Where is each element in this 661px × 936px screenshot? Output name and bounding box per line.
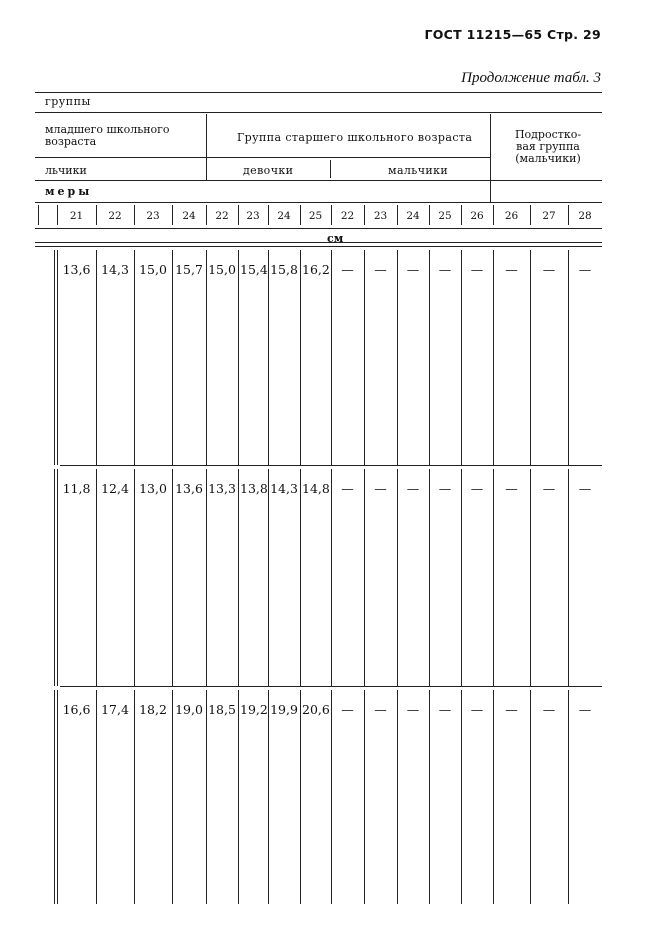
column-number: 22 [340, 210, 355, 222]
cell-divider [57, 690, 58, 904]
header-boys-young: льчики [45, 164, 87, 177]
column-number-separator [38, 205, 39, 225]
table-cell: — [438, 481, 452, 496]
rule-groups [35, 112, 602, 113]
header-boys: мальчики [388, 164, 449, 177]
column-number: 24 [182, 210, 196, 222]
column-number: 23 [373, 210, 388, 222]
cell-divider [397, 690, 398, 904]
cell-divider [96, 250, 97, 465]
row-left-border [54, 690, 55, 904]
table-cell: 16,6 [62, 702, 91, 717]
table-continuation-label: Продолжение табл. 3 [461, 70, 601, 86]
cell-divider [96, 469, 97, 686]
table-cell: — [374, 702, 387, 717]
row-left-border [54, 469, 55, 686]
table-cell: 12,4 [101, 481, 129, 496]
table-cell: 13,0 [139, 481, 167, 496]
cell-divider [331, 469, 332, 686]
column-number: 24 [406, 210, 420, 222]
table-cell: 18,2 [139, 702, 167, 717]
table-cell: — [470, 481, 484, 496]
rule-gender [35, 180, 602, 181]
table-cell: — [374, 481, 387, 496]
cell-divider [530, 690, 531, 904]
header-teen-group: Подростко- вая группа (мальчики) [514, 128, 582, 165]
cell-divider [300, 690, 301, 904]
cell-divider [397, 469, 398, 686]
page-header: ГОСТ 11215—65 Стр. 29 [424, 27, 601, 42]
table-cell: — [406, 702, 420, 717]
table-cell: 19,9 [270, 702, 298, 717]
cell-divider [268, 250, 269, 465]
rule-age [35, 157, 490, 158]
cell-divider [364, 690, 365, 904]
column-number-separator [268, 205, 269, 225]
column-number-separator [397, 205, 398, 225]
column-number-separator [134, 205, 135, 225]
column-number: 27 [542, 210, 556, 222]
column-number-separator [493, 205, 494, 225]
cell-divider [364, 250, 365, 465]
row-left-border [54, 250, 55, 465]
cell-divider [300, 469, 301, 686]
table-cell: 15,8 [270, 262, 298, 277]
cell-divider [206, 250, 207, 465]
column-number: 28 [578, 210, 592, 222]
column-number-separator [96, 205, 97, 225]
table-cell: 13,8 [240, 481, 268, 496]
table-cell: 13,6 [62, 262, 91, 277]
table-cell: 14,3 [101, 262, 129, 277]
cell-divider [429, 250, 430, 465]
column-number-separator [461, 205, 462, 225]
table-cell: — [505, 481, 518, 496]
cell-divider [238, 250, 239, 465]
cell-divider [134, 469, 135, 686]
cell-divider [300, 250, 301, 465]
cell-divider [530, 469, 531, 686]
table-cell: — [470, 702, 484, 717]
column-number: 22 [215, 210, 229, 222]
header-groups: группы [45, 95, 91, 108]
table-cell: 11,8 [62, 481, 91, 496]
cell-divider [331, 690, 332, 904]
cell-divider [568, 469, 569, 686]
cell-divider [568, 690, 569, 904]
cell-divider [172, 469, 173, 686]
table-cell: — [578, 262, 592, 277]
cell-divider [530, 250, 531, 465]
column-number: 22 [108, 210, 122, 222]
table-cell: — [470, 262, 484, 277]
rule-unit-bottom [35, 246, 602, 247]
column-number-separator [57, 205, 58, 225]
table-cell: — [438, 702, 452, 717]
header-measures: меры [45, 185, 93, 198]
cell-divider [238, 690, 239, 904]
column-number: 26 [470, 210, 484, 222]
cell-divider [172, 690, 173, 904]
cell-divider [134, 250, 135, 465]
cell-divider [134, 690, 135, 904]
table-cell: 14,8 [302, 481, 330, 496]
table-cell: — [505, 262, 518, 277]
table-cell: 15,7 [175, 262, 203, 277]
cell-divider [493, 469, 494, 686]
column-number: 25 [438, 210, 452, 222]
cell-divider [238, 469, 239, 686]
hdr-divider-girls-boys [330, 160, 331, 178]
cell-divider [268, 690, 269, 904]
cell-divider [493, 690, 494, 904]
table-cell: — [374, 262, 387, 277]
cell-divider [397, 250, 398, 465]
cell-divider [268, 469, 269, 686]
table-cell: — [542, 702, 556, 717]
cell-divider [96, 690, 97, 904]
header-girls: девочки [243, 164, 294, 177]
cell-divider [429, 469, 430, 686]
table-cell: 17,4 [101, 702, 129, 717]
column-number: 26 [504, 210, 519, 222]
header-senior-school-age: Группа старшего школьного возраста [237, 131, 473, 144]
column-number-separator [364, 205, 365, 225]
cell-divider [57, 250, 58, 465]
unit-label: см [327, 232, 344, 245]
table-cell: — [542, 481, 556, 496]
column-number: 21 [69, 210, 84, 222]
table-cell: — [505, 702, 518, 717]
rule-unit-top [35, 242, 602, 243]
table-cell: 15,0 [139, 262, 167, 277]
column-number: 23 [146, 210, 160, 222]
rule-top [35, 92, 602, 93]
table-cell: 13,6 [175, 481, 203, 496]
cell-divider [206, 690, 207, 904]
table-cell: — [406, 481, 420, 496]
table-cell: — [341, 262, 354, 277]
column-number-separator [331, 205, 332, 225]
rule-row2 [60, 686, 602, 687]
table-cell: 19,0 [175, 702, 203, 717]
table-cell: 18,5 [208, 702, 236, 717]
table-cell: 15,4 [240, 262, 268, 277]
table-cell: — [438, 262, 452, 277]
column-number-separator [172, 205, 173, 225]
table-cell: — [341, 481, 354, 496]
column-number-separator [206, 205, 207, 225]
column-number-separator [568, 205, 569, 225]
table-cell: — [578, 481, 592, 496]
rule-measures [35, 202, 602, 203]
table-cell: — [578, 702, 592, 717]
column-number-separator [429, 205, 430, 225]
table-cell: — [406, 262, 420, 277]
cell-divider [429, 690, 430, 904]
table-cell: 15,0 [208, 262, 236, 277]
cell-divider [364, 469, 365, 686]
rule-colnums [35, 228, 602, 229]
cell-divider [331, 250, 332, 465]
table-cell: 13,3 [208, 481, 236, 496]
hdr-divider-young-senior [206, 114, 207, 180]
column-number: 24 [277, 210, 291, 222]
table-cell: 16,2 [302, 262, 330, 277]
cell-divider [493, 250, 494, 465]
cell-divider [568, 250, 569, 465]
column-number: 23 [246, 210, 260, 222]
cell-divider [461, 469, 462, 686]
cell-divider [172, 250, 173, 465]
table-cell: 20,6 [302, 702, 330, 717]
table-cell: 14,3 [270, 481, 298, 496]
cell-divider [206, 469, 207, 686]
cell-divider [461, 250, 462, 465]
table-cell: — [341, 702, 354, 717]
table-cell: — [542, 262, 556, 277]
column-number-separator [530, 205, 531, 225]
header-young-school-age: младшего школьного возраста [45, 123, 170, 148]
cell-divider [461, 690, 462, 904]
table-cell: 19,2 [240, 702, 268, 717]
cell-divider [57, 469, 58, 686]
column-number: 25 [308, 210, 323, 222]
hdr-divider-senior-teen [490, 114, 491, 202]
rule-row1 [60, 465, 602, 466]
